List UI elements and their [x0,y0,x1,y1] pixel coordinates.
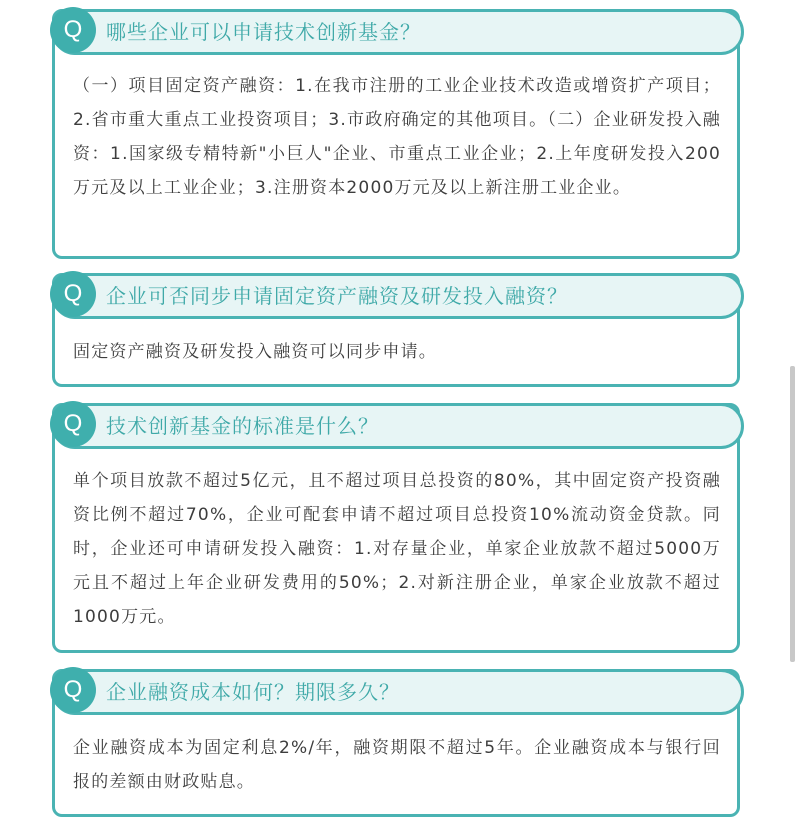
answer-text: 企业融资成本为固定利息2%/年，融资期限不超过5年。企业融资成本与银行回报的差额由财政贴息。 [73,738,721,792]
answer-text: 固定资产融资及研发投入融资可以同步申请。 [73,342,437,362]
question-text: 技术创新基金的标准是什么？ [106,414,379,438]
answer-text: （一）项目固定资产融资：1.在我市注册的工业企业技术改造或增资扩产项目；2.省市重大重点工业投资项目；3.市政府确定的其他项目。（二）企业研发投入融资：1.国家级专精特新"小巨人"企业、市重点工业企业；2.上年度研发投入200万元及以上工业企业；3.注册资本2000万元及以上新注册工业企业。 [73,76,721,198]
question-header [52,403,744,449]
faq-card-2 [52,273,740,387]
faq-card-1 [52,9,740,259]
question-header [52,273,744,319]
q-badge-icon: Q [50,667,96,713]
faq-card-3 [52,403,740,653]
question-header [52,669,744,715]
q-badge-icon: Q [50,401,96,447]
scrollbar[interactable] [790,366,795,662]
q-badge-icon: Q [50,271,96,317]
question-text: 企业融资成本如何？期限多久？ [106,680,400,704]
question-header [52,9,744,55]
question-text: 企业可否同步申请固定资产融资及研发投入融资？ [106,284,568,308]
faq-card-4 [52,669,740,817]
question-text: 哪些企业可以申请技术创新基金？ [106,20,421,44]
answer-text: 单个项目放款不超过5亿元，且不超过项目总投资的80%，其中固定资产投资融资比例不超过70%，企业可配套申请不超过项目总投资10%流动资金贷款。同时，企业还可申请研发投入融资：1.对存量企业，单家企业放款不超过5000万元且不超过上年企业研发费用的50%；2.对新注册企业，单家企业放款不超过1000万元。 [73,471,721,627]
q-badge-icon: Q [50,7,96,53]
